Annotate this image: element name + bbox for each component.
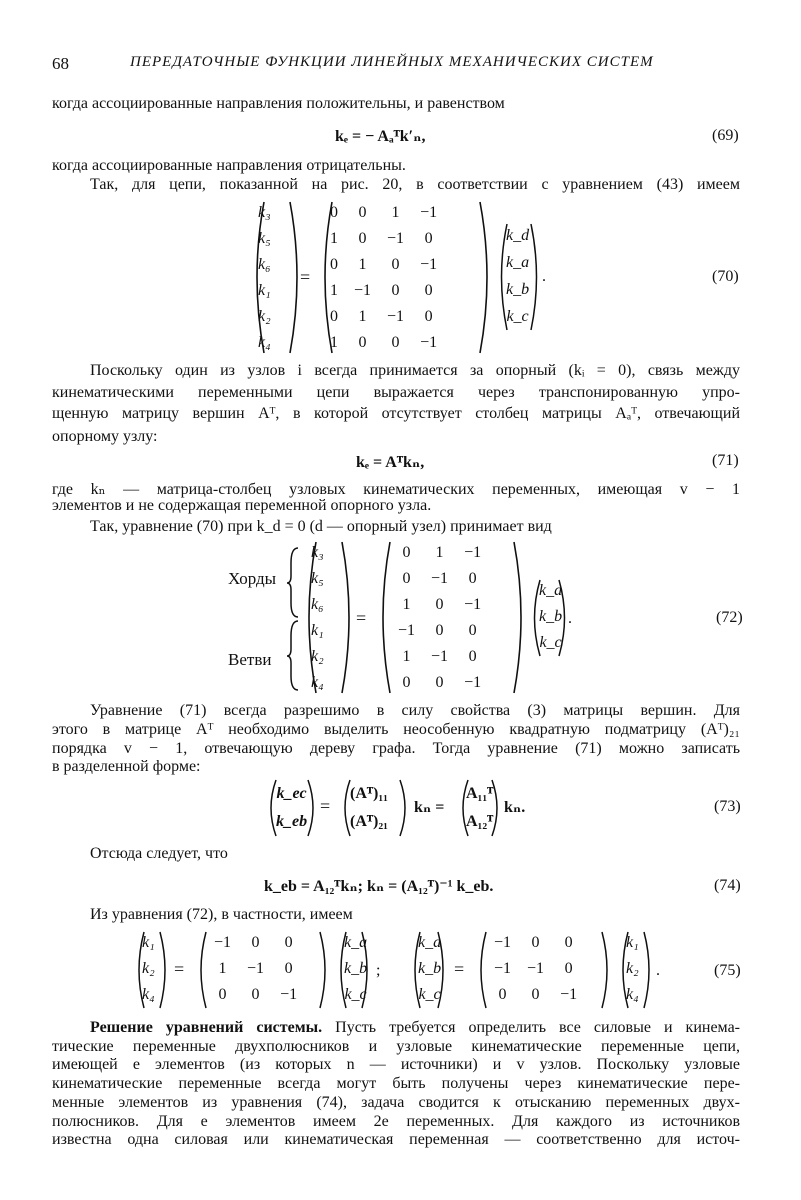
matrix-cell: −1 — [464, 674, 482, 691]
paragraph-line: порядка v − 1, отвечающую дереву графа. Тогда уравнение (71) можно записать — [52, 740, 740, 757]
matrix-cell: 0 — [391, 256, 400, 273]
matrix-cell: −1 — [387, 230, 405, 247]
paragraph-line: Так, для цепи, показанной на рис. 20, в соответствии с уравнением (43) имеем — [90, 176, 740, 193]
matrix-cell: k_c — [418, 986, 441, 1003]
matrix-cell: 0 — [531, 986, 540, 1003]
matrix-cell: 0 — [531, 934, 540, 951]
matrix-cell: 0 — [402, 570, 411, 587]
eq72-matrix — [390, 540, 489, 696]
matrix-cell: 0 — [251, 986, 260, 1003]
matrix-cell: 1 — [402, 596, 411, 613]
matrix-cell: −1 — [464, 596, 482, 613]
period: . — [542, 268, 546, 285]
equation-71: kₑ = Aᵀkₙ, — [356, 454, 425, 471]
eq75-left-matrix — [206, 930, 305, 1008]
matrix-cell: 0 — [330, 256, 338, 273]
paragraph-line: где kₙ — матрица-столбец узловых кинематических переменных, имеющая v − 1 — [52, 481, 740, 498]
paragraph-line — [90, 1019, 740, 1037]
matrix-cell: 1 — [330, 230, 338, 247]
matrix-cell: 1 — [330, 282, 338, 299]
matrix-cell: −1 — [214, 934, 232, 951]
paragraph-line: когда ассоциированные направления положительны, и равенством — [52, 95, 505, 112]
matrix-cell: (Aᵀ)₂₁ — [350, 813, 388, 830]
equation-number: (72) — [716, 609, 743, 626]
period: . — [656, 962, 660, 979]
matrix-cell: k₁ — [258, 282, 271, 299]
equals-sign: = — [356, 608, 367, 628]
matrix-cell: 0 — [402, 544, 411, 561]
matrix-cell: 0 — [358, 204, 367, 221]
matrix-cell: 1 — [402, 648, 411, 665]
matrix-cell: −1 — [420, 204, 438, 221]
paragraph-line: Поскольку один из узлов i всегда принимается за опорный (kᵢ = 0), связь между — [90, 362, 740, 379]
matrix-cell: k₄ — [626, 986, 639, 1003]
matrix-cell: −1 — [431, 570, 449, 587]
matrix-cell: 0 — [424, 308, 433, 325]
matrix-cell: k₆ — [258, 256, 271, 273]
matrix-cell: k₃ — [258, 204, 271, 221]
paragraph-line: когда ассоциированные направления отрицательны. — [52, 157, 406, 174]
equation-number: (73) — [714, 798, 741, 815]
matrix-cell: 0 — [435, 622, 444, 639]
paragraph-line: кинематическими переменными цепи выражается через транспонированную упро- — [52, 384, 740, 401]
matrix-cell: 0 — [358, 334, 367, 351]
matrix-cell: 0 — [391, 282, 400, 299]
running-title: ПЕРЕДАТОЧНЫЕ ФУНКЦИИ ЛИНЕЙНЫХ МЕХАНИЧЕСКИХ СИСТЕМ — [130, 54, 654, 70]
paragraph-line: полюсников. Для e элементов имеем 2e переменных. Для каждого из источников — [52, 1113, 740, 1130]
eq73-tail: kₙ. — [504, 799, 526, 816]
equals-sign: = — [174, 959, 185, 979]
matrix-cell: k₃ — [311, 544, 324, 561]
matrix-cell: k_c — [506, 307, 529, 325]
eq70-lhs-vector — [250, 200, 279, 356]
matrix-cell: −1 — [354, 282, 372, 299]
matrix-cell: 0 — [330, 308, 338, 325]
matrix-cell: k_c — [344, 986, 367, 1003]
matrix-cell: −1 — [464, 544, 482, 561]
equals-sign: = — [320, 796, 331, 816]
matrix-cell: 0 — [284, 960, 293, 977]
matrix-cell: 0 — [435, 596, 444, 613]
page-number: 68 — [52, 54, 69, 73]
paragraph-line: известна одна силовая или кинематическая переменная — соответственно для источ- — [52, 1131, 740, 1148]
matrix-cell: 0 — [468, 622, 477, 639]
matrix-cell: k₂ — [626, 960, 639, 977]
paragraph-line: опорному узлу: — [52, 428, 158, 445]
matrix-cell: k_a — [539, 582, 563, 599]
period: . — [568, 610, 572, 627]
paragraph-line: Из уравнения (72), в частности, имеем — [90, 906, 353, 923]
matrix-cell: k_b — [344, 960, 368, 977]
matrix-cell: 0 — [435, 674, 444, 691]
matrix-cell: −1 — [387, 308, 405, 325]
matrix-cell: 0 — [468, 570, 477, 587]
matrix-cell: 1 — [391, 204, 400, 221]
equals-sign: = — [454, 959, 465, 979]
matrix-cell: A₁₁ᵀ — [466, 785, 494, 802]
paragraph-line: тические переменные двухполюсников и узловые кинематические переменные цепи, — [52, 1038, 740, 1055]
paragraph-line: этого в матрице Aᵀ необходимо выделить неособенную квадратную подматрицу (Aᵀ)₂₁ — [52, 721, 740, 738]
matrix-cell: 0 — [564, 934, 573, 951]
matrix-cell: k_c — [539, 634, 562, 651]
matrix-cell: −1 — [420, 334, 438, 351]
eq72-lhs-vector — [303, 540, 332, 696]
matrix-cell: 0 — [284, 934, 293, 951]
matrix-cell: 1 — [358, 308, 367, 325]
matrix-cell: k₅ — [311, 570, 324, 587]
matrix-cell: 1 — [435, 544, 444, 561]
matrix-cell: k₅ — [258, 230, 271, 247]
equals-sign: = — [300, 267, 311, 287]
matrix-cell: k_a — [344, 934, 368, 951]
matrix-cell: 0 — [564, 960, 573, 977]
paragraph-line: менные элементов из уравнения (74), задача сводится к отысканию переменных двух- — [52, 1094, 740, 1111]
matrix-cell: A₁₂ᵀ — [466, 813, 494, 830]
equation-74: k_eb = A₁₂ᵀkₙ; kₙ = (A₁₂ᵀ)⁻¹ k_eb. — [264, 878, 494, 895]
paragraph-line: Уравнение (71) всегда разрешимо в силу свойства (3) матрицы вершин. Для — [90, 702, 740, 719]
eq70-matrix — [322, 200, 445, 356]
matrix-cell: 0 — [424, 230, 433, 247]
paragraph-line: Отсюда следует, что — [90, 845, 228, 862]
matrix-cell: −1 — [527, 960, 545, 977]
matrix-cell: 0 — [402, 674, 411, 691]
matrix-cell: k₁ — [626, 934, 639, 951]
matrix-cell: −1 — [420, 256, 438, 273]
matrix-cell: 0 — [424, 282, 433, 299]
paragraph-line: в разделенной форме: — [52, 758, 201, 775]
equation-number: (70) — [712, 268, 739, 285]
eq73-kn: kₙ = — [414, 799, 445, 816]
matrix-cell: k_b — [539, 608, 563, 625]
matrix-cell: 1 — [330, 334, 338, 351]
matrix-cell: k₆ — [311, 596, 324, 613]
paragraph-line: щенную матрицу вершин Aᵀ, в которой отсутствует столбец матрицы Aₐᵀ, отвечающий — [52, 405, 740, 422]
section-heading: Решение уравнений системы. — [90, 1019, 323, 1036]
matrix-cell: 1 — [358, 256, 367, 273]
equation-number: (69) — [712, 127, 739, 144]
matrix-cell: k₁ — [142, 934, 155, 951]
matrix-cell: 0 — [330, 204, 338, 221]
matrix-cell: k₂ — [311, 648, 324, 665]
matrix-cell: 0 — [498, 986, 507, 1003]
paragraph-line: Так, уравнение (70) при k_d = 0 (d — опорный узел) принимает вид — [90, 518, 552, 535]
matrix-cell: −1 — [247, 960, 265, 977]
matrix-cell: k₂ — [258, 308, 271, 325]
branches-label: Ветви — [228, 650, 272, 669]
matrix-cell: k₄ — [142, 986, 155, 1003]
paragraph-line: имеющей e элементов (из которых n — источники) и v узлов. Поскольку узловые — [52, 1056, 740, 1073]
matrix-cell: −1 — [398, 622, 416, 639]
matrix-cell: −1 — [494, 934, 512, 951]
paragraph-line: кинематические переменные всегда могут быть получены через кинематические пере- — [52, 1075, 740, 1092]
matrix-cell: k_b — [506, 280, 530, 298]
matrix-cell: k_a — [506, 253, 530, 271]
matrix-cell: −1 — [280, 986, 298, 1003]
matrix-cell: −1 — [560, 986, 578, 1003]
eq75-right-matrix — [486, 930, 585, 1008]
matrix-cell: k₁ — [311, 622, 324, 639]
equation-69: kₑ = − Aₐᵀk′ₙ, — [335, 128, 426, 145]
matrix-cell: 1 — [218, 960, 227, 977]
semicolon: ; — [376, 962, 381, 979]
matrix-cell: 0 — [391, 334, 400, 351]
matrix-cell: k₄ — [258, 334, 271, 351]
matrix-cell: k_b — [418, 960, 442, 977]
matrix-cell: k_ec — [276, 785, 307, 802]
matrix-cell: k_a — [418, 934, 442, 951]
matrix-cell: k₄ — [311, 674, 324, 691]
matrix-cell: 0 — [468, 648, 477, 665]
equation-number: (74) — [714, 877, 741, 894]
matrix-cell: −1 — [494, 960, 512, 977]
paragraph-text: Пусть требуется определить все силовые и кинема- — [322, 1019, 740, 1036]
eq73-mid-vector — [342, 780, 396, 836]
equation-number: (75) — [714, 962, 741, 979]
chords-label: Хорды — [228, 569, 277, 588]
matrix-cell: k_d — [506, 226, 530, 244]
matrix-cell: 0 — [358, 230, 367, 247]
matrix-cell: k_eb — [276, 813, 308, 830]
equation-number: (71) — [712, 452, 739, 469]
matrix-cell: −1 — [431, 648, 449, 665]
matrix-cell: (Aᵀ)₁₁ — [350, 785, 388, 802]
matrix-cell: 0 — [218, 986, 227, 1003]
matrix-cell: k₂ — [142, 960, 155, 977]
matrix-cell: 0 — [251, 934, 260, 951]
paragraph-line: элементов и не содержащая переменной опорного узла. — [52, 497, 432, 514]
